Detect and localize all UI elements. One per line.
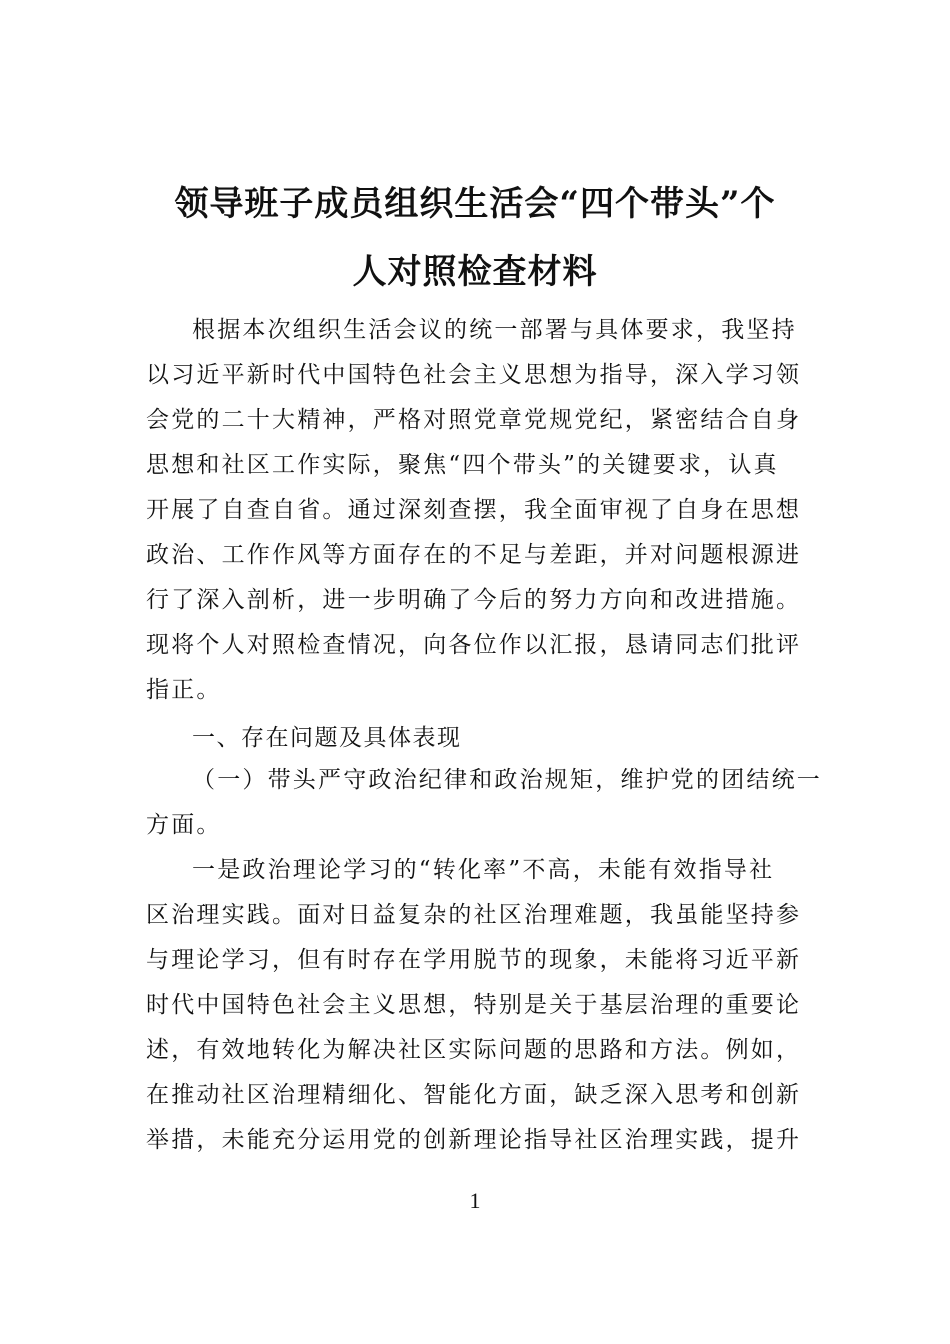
paragraph-line: 指正。 [146,677,222,703]
document-title-line-1: 领导班子成员组织生活会“四个带头”个 [174,184,776,224]
paragraph-line: 开展了自查自省。通过深刻查摆，我全面审视了自身在思想 [146,497,802,523]
subsection-heading [146,758,822,848]
paragraph-line: 一是政治理论学习的“转化率”不高，未能有效指导社 [192,857,775,883]
paragraph-line: 现将个人对照检查情况，向各位作以汇报，恳请同志们批评 [146,632,802,658]
paragraph-line: 举措，未能充分运用党的创新理论指导社区治理实践，提升 [146,1127,802,1153]
paragraph-line: 述，有效地转化为解决社区实际问题的思路和方法。例如， [146,1037,802,1063]
paragraph-line: 与理论学习，但有时存在学用脱节的现象，未能将习近平新 [146,947,802,973]
paragraph-line: 以习近平新时代中国特色社会主义思想为指导，深入学习领 [146,362,802,388]
paragraph-line: 在推动社区治理精细化、智能化方面，缺乏深入思考和创新 [146,1082,802,1108]
paragraph-line: 会党的二十大精神，严格对照党章党规党纪，紧密结合自身 [146,407,802,433]
page-number: 1 [469,1188,481,1213]
paragraph-line: 政治、工作作风等方面存在的不足与差距，并对问题根源进 [146,542,802,568]
subsection-line: 方面。 [146,812,222,838]
paragraph-line: 思想和社区工作实际，聚焦“四个带头”的关键要求，认真 [146,452,779,478]
paragraph-line: 根据本次组织生活会议的统一部署与具体要求，我坚持 [192,317,797,343]
paragraph-line: 时代中国特色社会主义思想，特别是关于基层治理的重要论 [146,992,802,1018]
document-title-line-2: 人对照检查材料 [352,252,598,292]
paragraph-line: 行了深入剖析，进一步明确了今后的努力方向和改进措施。 [146,587,802,613]
section-heading: 一、存在问题及具体表现 [192,725,462,751]
paragraph-line: 区治理实践。面对日益复杂的社区治理难题，我虽能坚持参 [146,902,802,928]
subsection-line: （一）带头严守政治纪律和政治规矩，维护党的团结统一 [192,767,822,793]
intro-paragraph [146,308,808,713]
point-paragraph [146,848,808,1163]
